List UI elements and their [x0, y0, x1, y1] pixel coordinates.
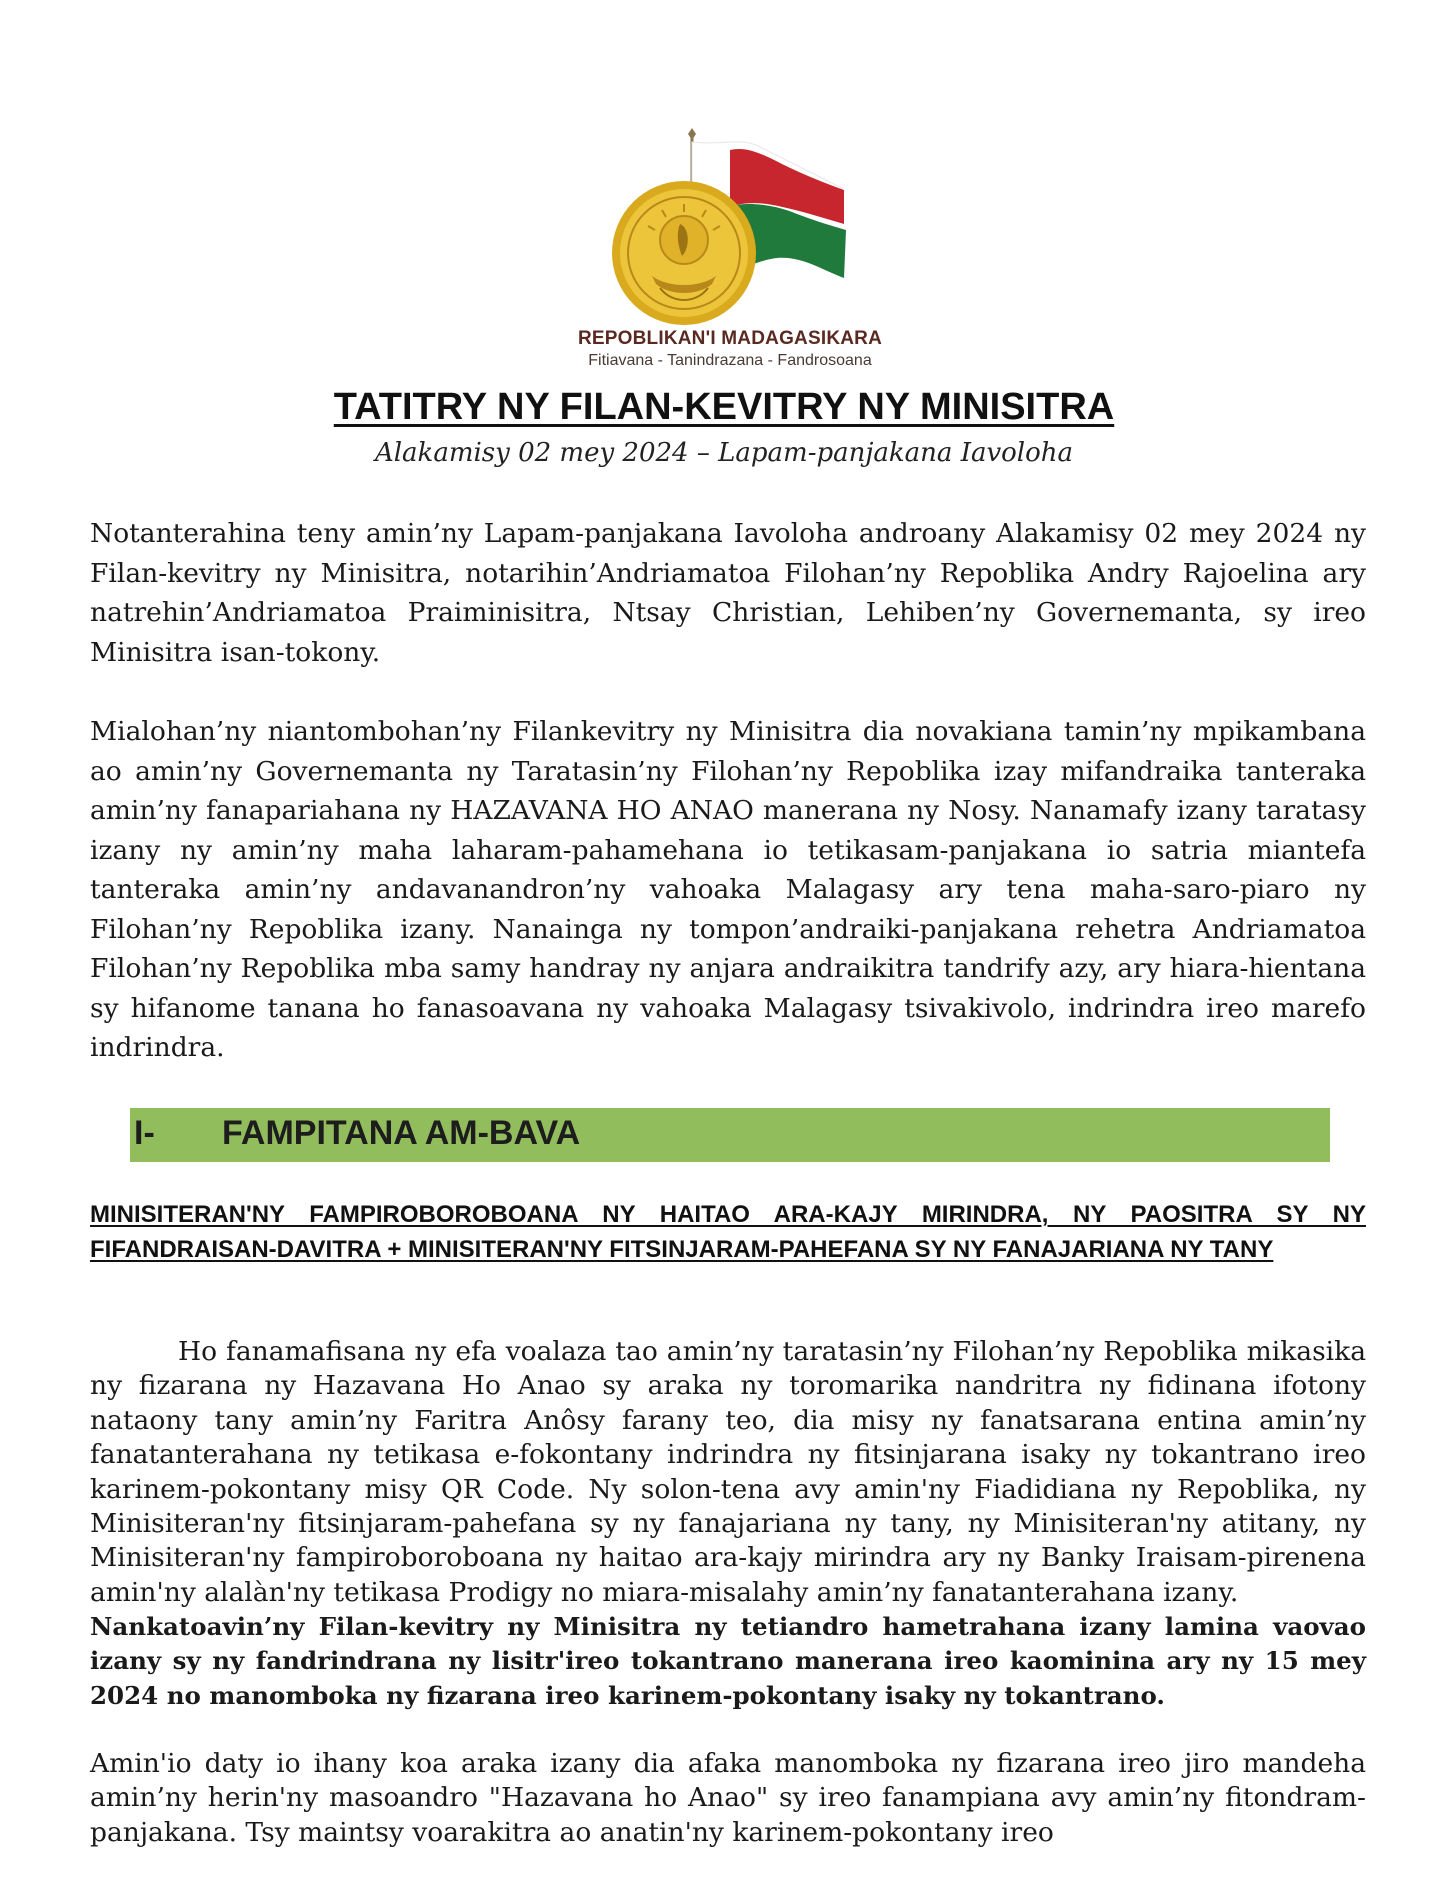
ministry-heading: MINISITERAN'NY FAMPIROBOROBOANA NY HAITAO ARA-KAJY MIRINDRA, NY PAOSITRA SY NY FIFANDRAISAN-DAVITRA + MINISITERAN'NY FITSINJARAM-PAHEFANA SY NY FANAJARIANA NY TANY	[90, 1201, 1366, 1263]
section-title: FAMPITANA AM-BAVA	[222, 1114, 581, 1152]
section-paragraph-3: Amin'io daty io ihany koa araka izany dia afaka manomboka ny fizarana ireo jiro mandeha amin’ny herin'ny masoandro "Hazavana ho Anao" sy ireo fanampiana avy amin’ny fitondram-panjakana. Tsy maintsy voarakitra ao anatin'ny karinem-pokontany ireo	[90, 1748, 1366, 1848]
document-subtitle: Alakamisy 02 mey 2024 – Lapam-panjakana Iavoloha	[374, 438, 1074, 468]
emblem-motto: Fitiavana - Tanindrazana - Fandrosoana	[588, 352, 872, 369]
intro-paragraph-2: Mialohan’ny niantombohan’ny Filankevitry ny Minisitra dia novakiana tamin’ny mpikambana ao amin’ny Governemanta ny Taratasin’ny Filohan’ny Repoblika izay mifandraika tanteraka amin’ny fanapariahana ny HAZAVANA HO ANAO manerana ny Nosy. Nanamafy izany taratasy izany ny amin’ny maha laharam-pahamehana io tetikasam-panjakana io satria miantefa tanteraka amin’ny andavanandron’ny vahoaka Malagasy ary tena maha-saro-piaro ny Filohan’ny Repoblika izany. Nanainga ny tompon’andraiki-panjakana rehetra Andriamatoa Filohan’ny Repoblika mba samy handray ny anjara andraikitra tandrify azy, ary hiara-hientana sy hifanome tanana ho fanasoavana ny vahoaka Malagasy tsivakivolo, indrindra ireo marefo indrindra.	[90, 716, 1366, 1063]
emblem-country-name: REPOBLIKAN'I MADAGASIKARA	[577, 328, 883, 349]
republic-emblem	[560, 128, 900, 368]
document-title: TATITRY NY FILAN-KEVITRY NY MINISITRA	[333, 386, 1115, 428]
section-number: I-	[134, 1114, 155, 1152]
section-paragraph-2-bold: Nankatoavin’ny Filan-kevitry ny Minisitra ny tetiandro hametrahana izany lamina vaovao izany sy ny fandrindrana ny lisitr'ireo tokantrano manerana ireo kaominina ary ny 15 mey 2024 no manomboka ny fizarana ireo karinem-pokontany isaky ny tokantrano.	[90, 1612, 1366, 1710]
emblem-seal-and-flag-icon	[612, 128, 852, 333]
intro-paragraph-1: Notanterahina teny amin’ny Lapam-panjakana Iavoloha androany Alakamisy 02 mey 2024 ny Filan-kevitry ny Minisitra, notarihin’Andriamatoa Filohan’ny Repoblika Andry Rajoelina ary natrehin’Andriamatoa Praiminisitra, Ntsay Christian, Lehiben’ny Governemanta, sy ireo Minisitra isan-tokony.	[90, 518, 1366, 668]
section-banner	[130, 1108, 1330, 1162]
section-paragraph-1: Ho fanamafisana ny efa voalaza tao amin’ny taratasin’ny Filohan’ny Repoblika mikasika ny fizarana ny Hazavana Ho Anao sy araka ny toromarika nandritra ny fidinana ifotony nataony tany amin’ny Faritra Anôsy farany teo, dia misy ny fanatsarana entina amin’ny fanatanterahana ny tetikasa e-fokontany indrindra ny fitsinjarana isaky ny tokantrano ireo karinem-pokontany misy QR Code. Ny solon-tena avy amin'ny Fiadidiana ny Repoblika, ny Minisiteran'ny fitsinjaram-pahefana sy ny fanajariana ny tany, ny Minisiteran'ny atitany, ny Minisiteran'ny fampiroboroboana ny haitao ara-kajy mirindra ary ny Banky Iraisam-pirenena amin'ny alalàn'ny tetikasa Prodigy no miara-misalahy amin’ny fanatanterahana izany.	[90, 1336, 1366, 1608]
